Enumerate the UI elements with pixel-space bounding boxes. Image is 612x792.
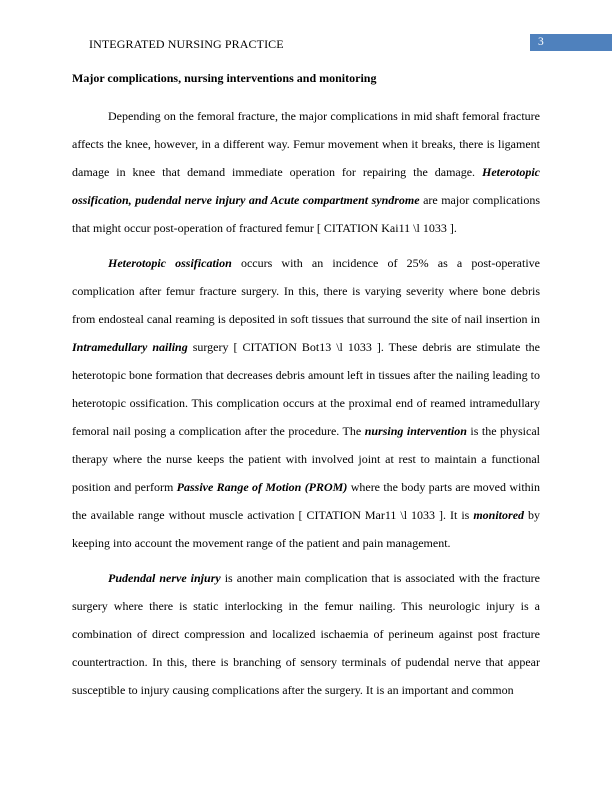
- paragraph-text-run: by keeping into account the movement range of the patient and pain management.: [72, 508, 541, 550]
- document-body: [72, 64, 540, 711]
- paragraph-text-run: occurs with an incidence of 25% as a post-operative complication after femur fracture surgery. In this, there is varying severity where bone debris from endosteal canal reaming is deposited in soft tissues that surround the site of nail insertion in: [72, 256, 541, 326]
- paragraph-text-run: Depending on the femoral fracture, the major complications in mid shaft femoral fracture affects the knee, however, in a different way. Femur movement when it breaks, there is ligament damage in knee that demand immediate operation for repairing the damage.: [72, 109, 540, 179]
- emphasized-term: monitored: [473, 508, 525, 522]
- emphasized-term: nursing intervention: [364, 424, 467, 438]
- paragraph-text-run: where the body parts are moved within the available range without muscle activation [ CITATION Mar11 \l 1033 ]. It is: [72, 480, 540, 522]
- paragraph-text-run: is another main complication that is associated with the fracture surgery where there is static interlocking in the femur nailing. This neurologic injury is a combination of direct compression and localized ischaemia of perineum against post fracture countertraction. In this, there is branching of sensory terminals of pudendal nerve that appear susceptible to injury causing complications after the surgery. It is an important and common: [72, 571, 540, 697]
- paragraph-pudendal-nerve-injury: [72, 564, 540, 704]
- page-number-box: [530, 34, 612, 51]
- paragraph-complications-overview: [72, 102, 540, 242]
- paragraph-text-run: are major complications that might occur post-operation of fractured femur [ CITATION Kai11 \l 1033 ].: [72, 193, 540, 235]
- paragraph-text-run: is the physical therapy where the nurse keeps the patient with involved joint at rest to maintain a functional position and perform: [72, 424, 540, 494]
- paragraph-text-run: surgery [ CITATION Bot13 \l 1033 ]. These debris are stimulate the heterotopic bone formation that decreases debris amount left in tissues after the nailing leading to heterotopic ossification. This complication occurs at the proximal end of reamed intramedullary femoral nail posing a complication after the procedure. The: [72, 340, 540, 438]
- paragraph-heterotopic-ossification: [72, 249, 540, 557]
- emphasized-term: Passive Range of Motion (PROM): [176, 480, 348, 494]
- emphasized-term: Heterotopic ossification: [108, 256, 232, 270]
- emphasized-term: Heterotopic ossification, pudendal nerve injury and Acute compartment syndrome: [72, 165, 540, 207]
- section-heading: Major complications, nursing interventions and monitoring: [72, 71, 377, 85]
- emphasized-term: Pudendal nerve injury: [108, 571, 221, 585]
- emphasized-term: Intramedullary nailing: [72, 340, 188, 354]
- running-header-title: INTEGRATED NURSING PRACTICE: [89, 37, 284, 51]
- page-number: 3: [538, 36, 544, 48]
